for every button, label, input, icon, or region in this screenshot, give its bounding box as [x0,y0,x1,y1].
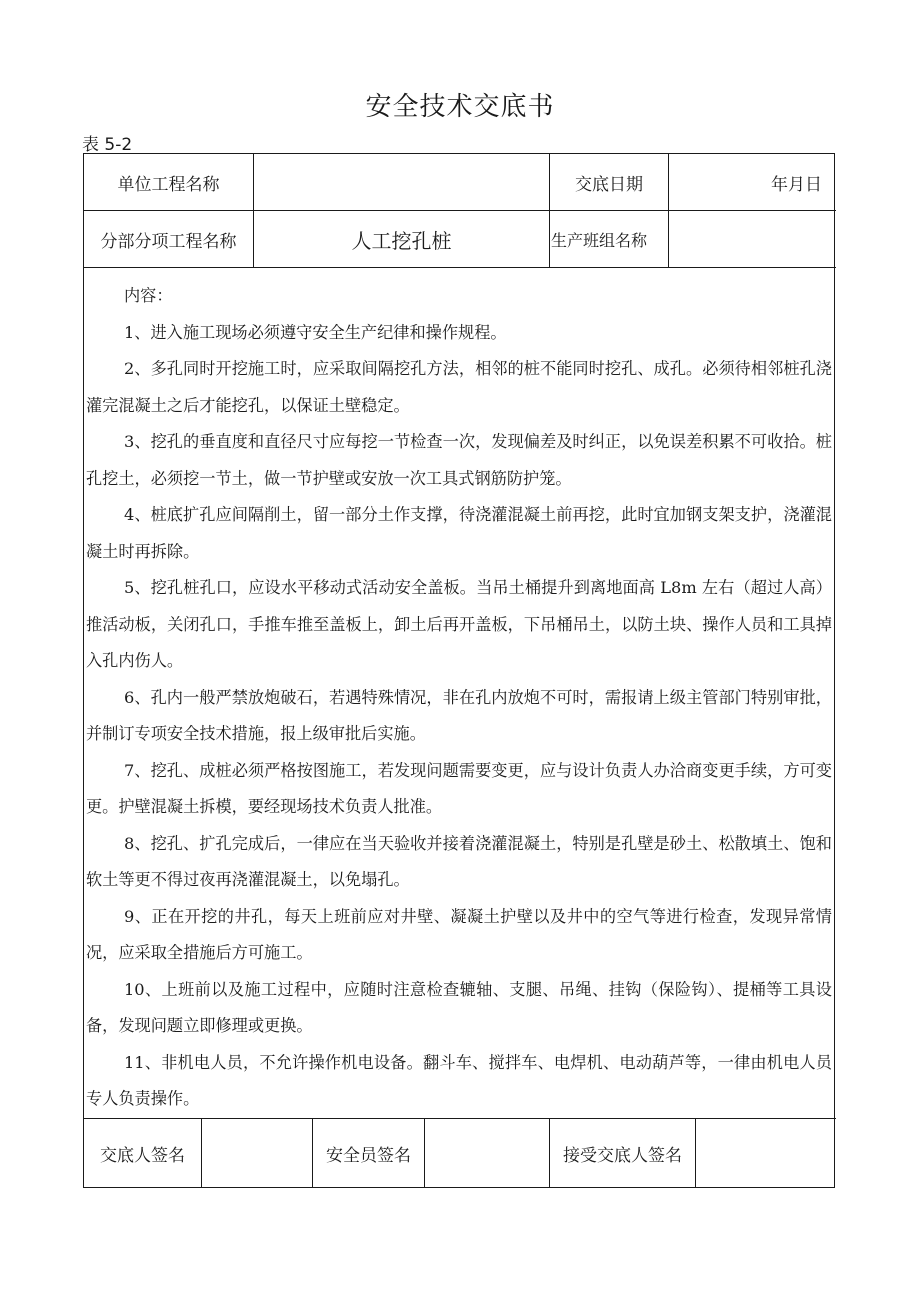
content-item: 2、多孔同时开挖施工时，应采取间隔挖孔方法，相邻的桩不能同时挖孔、成孔。必须待相邻桩孔浇灌完混凝土之后才能挖孔，以保证土壁稳定。 [86,359,832,415]
content-item: 3、挖孔的垂直度和直径尺寸应每挖一节检查一次，发现偏差及时纠正，以免误差积累不可收拾。桩孔挖土，必须挖一节土，做一节护壁或安放一次工具式钢筋防护笼。 [86,432,832,488]
content-item: 5、挖孔桩孔口，应设水平移动式活动安全盖板。当吊土桶提升到离地面高 L8m 左右（超过人高）推活动板，关闭孔口，手推车推至盖板上，卸土后再开盖板，下吊桶吊土，以防土块、操作人员和工具掉入孔内伤人。 [86,578,832,670]
disclosure-date-field[interactable]: 年月日 [771,174,822,195]
presenter-signature-field[interactable] [202,1119,312,1188]
content-item: 6、孔内一般严禁放炮破石，若遇特殊情况，非在孔内放炮不可时，需报请上级主管部门特别审批，并制订专项安全技术措施，报上级审批后实施。 [86,687,832,743]
content-item: 11、非机电人员，不允许操作机电设备。翻斗车、搅拌车、电焊机、电动葫芦等，一律由机电人员专人负责操作。 [86,1052,832,1108]
receiver-signature-label: 接受交底人签名 [563,1146,682,1166]
safety-officer-signature-field[interactable] [425,1119,549,1188]
document-title: 安全技术交底书 [365,92,555,122]
disclosure-date-label: 交底日期 [575,174,643,195]
team-name-label: 生产班组名称 [551,230,648,250]
team-name-field[interactable] [669,211,835,267]
safety-officer-signature-label: 安全员签名 [326,1146,411,1166]
sub-project-label: 分部分项工程名称 [100,231,237,252]
sub-project-field[interactable]: 人工挖孔桩 [351,228,452,253]
content-item: 1、进入施工现场必须遵守安全生产纪律和操作规程。 [124,322,507,342]
project-name-field[interactable] [254,154,549,210]
content-item: 4、桩底扩孔应间隔削土，留一部分土作支撑，待浇灌混凝土前再挖，此时宜加钢支架支护，浇灌混凝土时再拆除。 [86,505,832,561]
content-heading: 内容： [124,286,173,305]
content-item: 9、正在开挖的井孔，每天上班前应对井壁、凝凝土护壁以及井中的空气等进行检查，发现异常情况，应采取全措施后方可施工。 [86,906,832,962]
receiver-signature-field[interactable] [696,1119,835,1188]
content-item: 10、上班前以及施工过程中，应随时注意检查辘轴、支腿、吊绳、挂钩（保险钩）、提桶等工具设备，发现问题立即修理或更换。 [86,979,832,1035]
table-number: 表 5-2 [82,135,133,155]
project-name-label: 单位工程名称 [117,174,220,195]
content-item: 8、挖孔、扩孔完成后，一律应在当天验收并接着浇灌混凝土，特别是孔壁是砂土、松散填土、饱和软土等更不得过夜再浇灌混凝土，以免塌孔。 [86,833,832,889]
disclosure-form [83,153,835,1188]
content-section [84,268,836,1118]
content-item: 7、挖孔、成桩必须严格按图施工，若发现问题需要变更，应与设计负责人办洽商变更手续，方可变更。护壁混凝土拆模，要经现场技术负责人批准。 [86,760,832,816]
presenter-signature-label: 交底人签名 [100,1146,185,1166]
